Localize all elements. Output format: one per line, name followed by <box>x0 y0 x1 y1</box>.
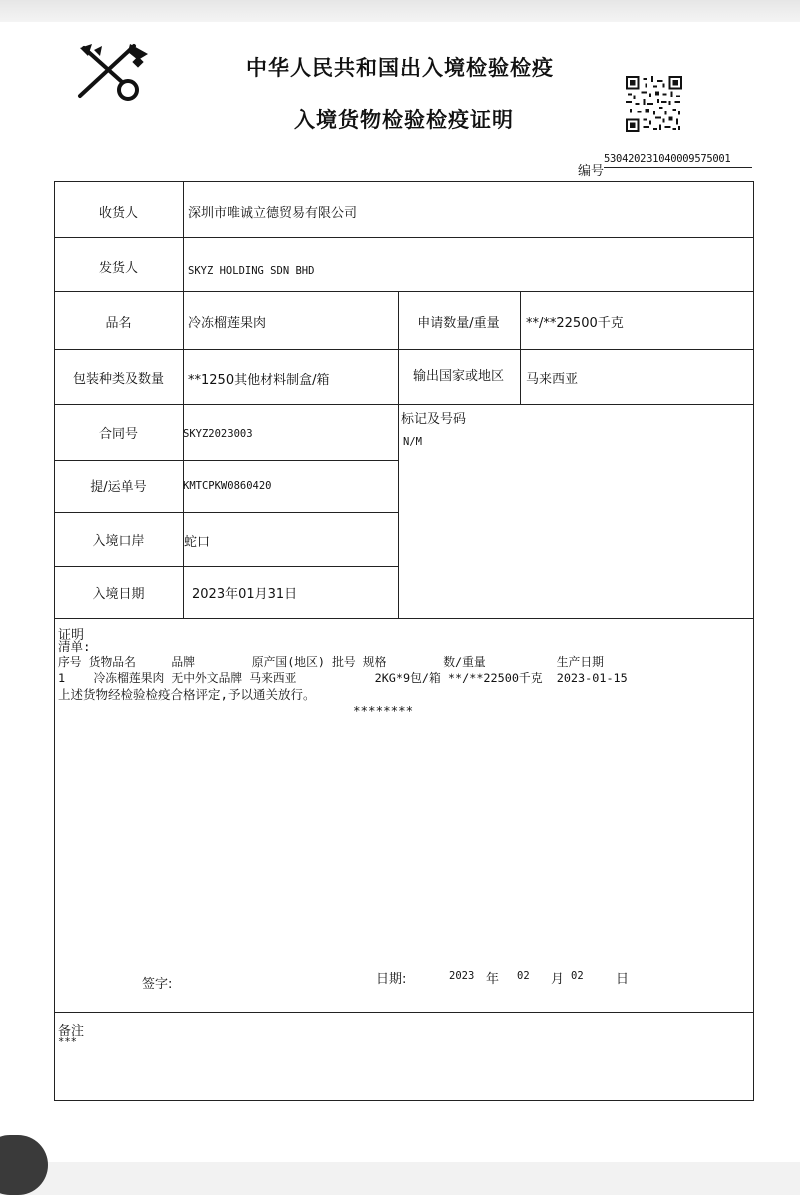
goods-list-label: 清单: <box>58 639 91 654</box>
stars-line: ******** <box>353 703 414 718</box>
origin-country-label: 输出国家或地区 <box>412 369 504 384</box>
marks-value: N/M <box>403 436 422 448</box>
consignor-label: 发货人 <box>98 261 138 276</box>
consignee-value: 深圳市唯诚立德贸易有限公司 <box>188 206 358 221</box>
product-name-label: 品名 <box>105 316 132 331</box>
serial-number: 530420231040009575001 <box>604 153 752 168</box>
contract-number-value: SKYZ2023003 <box>183 428 253 440</box>
certificate-heading: 证明 <box>58 628 85 643</box>
contract-number-label: 合同号 <box>98 427 138 442</box>
quantity-label: 申请数量/重量 <box>417 316 500 331</box>
issue-date-month: 02 <box>517 970 530 982</box>
clearance-statement: 上述货物经检验检疫合格评定,予以通关放行。 <box>58 687 316 702</box>
goods-list-header: 序号 货物品名 品牌 原产国(地区) 批号 规格 数/重量 生产日期 <box>58 655 604 669</box>
consignee-label: 收货人 <box>98 206 138 221</box>
issue-date-month-char: 月 <box>551 972 565 987</box>
entry-port-value: 蛇口 <box>184 535 211 550</box>
marks-label: 标记及号码 <box>401 412 467 427</box>
issue-date-day: 02 <box>571 970 584 982</box>
packing-label: 包装种类及数量 <box>72 372 164 387</box>
customs-emblem-icon <box>74 40 154 106</box>
remarks-label: 备注 <box>58 1024 85 1039</box>
issue-date-label: 日期: <box>376 972 407 987</box>
bill-of-lading-value: KMTCPKW0860420 <box>183 480 272 492</box>
entry-date-label: 入境日期 <box>92 587 145 602</box>
entry-date-value: 2023年01月31日 <box>192 587 298 602</box>
issue-date-day-char: 日 <box>616 972 630 987</box>
origin-country-value: 马来西亚 <box>526 372 579 387</box>
remarks-value: *** <box>58 1036 77 1048</box>
entry-port-label: 入境口岸 <box>92 534 145 549</box>
quantity-value: **/**22500千克 <box>526 316 624 331</box>
document-title-line1: 中华人民共和国出入境检验检疫 <box>246 56 554 80</box>
issue-date-year-char: 年 <box>486 972 500 987</box>
goods-list-row: 1 冷冻榴莲果肉 无中外文品牌 马来西亚 2KG*9包/箱 **/**22500千克 2023-01-15 <box>58 671 628 685</box>
serial-number-label: 编号 <box>578 164 605 179</box>
issue-date-year: 2023 <box>449 970 475 982</box>
consignor-value: SKYZ HOLDING SDN BHD <box>188 265 315 277</box>
signature-label: 签字: <box>142 977 173 992</box>
document-title-line2: 入境货物检验检疫证明 <box>294 108 514 132</box>
product-name-value: 冷冻榴莲果肉 <box>188 316 267 331</box>
qr-code-icon <box>626 76 682 132</box>
viewer-top-bar <box>0 0 800 22</box>
packing-value: **1250其他材料制盒/箱 <box>188 373 330 388</box>
bill-of-lading-label: 提/运单号 <box>90 480 147 495</box>
